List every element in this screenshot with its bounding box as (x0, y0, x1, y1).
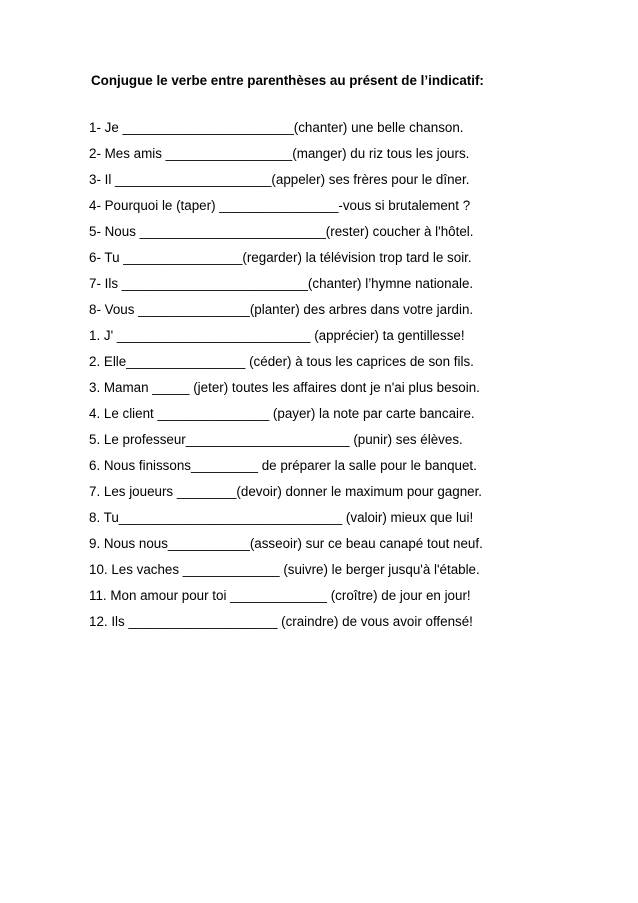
exercise-line: 6. Nous finissons_________ de préparer la salle pour le banquet. (89, 458, 477, 473)
exercise-line: 8- Vous _______________(planter) des arbres dans votre jardin. (89, 302, 474, 317)
exercise-line: 1. J' __________________________ (apprécier) ta gentillesse! (89, 328, 465, 343)
exercise-line: 8. Tu______________________________ (valoir) mieux que lui! (89, 510, 474, 525)
exercise-line: 1- Je _______________________(chanter) une belle chanson. (89, 120, 464, 135)
worksheet-title: Conjugue le verbe entre parenthèses au présent de l’indicatif: (91, 73, 484, 88)
exercise-list (89, 118, 483, 638)
exercise-line: 6- Tu ________________(regarder) la télévision trop tard le soir. (89, 250, 472, 265)
exercise-line: 9. Nous nous___________(asseoir) sur ce beau canapé tout neuf. (89, 536, 483, 551)
exercise-line: 4. Le client _______________ (payer) la note par carte bancaire. (89, 406, 475, 421)
exercise-line: 11. Mon amour pour toi _____________ (croître) de jour en jour! (89, 588, 471, 603)
exercise-line: 7- Ils _________________________(chanter) l’hymne nationale. (89, 276, 474, 291)
exercise-line: 3. Maman _____ (jeter) toutes les affaires dont je n'ai plus besoin. (89, 380, 480, 395)
exercise-line: 12. Ils ____________________ (craindre) de vous avoir offensé! (89, 614, 473, 629)
exercise-line: 10. Les vaches _____________ (suivre) le berger jusqu'à l'étable. (89, 562, 480, 577)
exercise-line: 3- Il _____________________(appeler) ses frères pour le dîner. (89, 172, 470, 187)
exercise-line: 2. Elle________________ (céder) à tous les caprices de son fils. (89, 354, 474, 369)
exercise-line: 2- Mes amis _________________(manger) du riz tous les jours. (89, 146, 470, 161)
exercise-line: 7. Les joueurs ________(devoir) donner le maximum pour gagner. (89, 484, 483, 499)
exercise-line: 5. Le professeur______________________ (punir) ses élèves. (89, 432, 463, 447)
exercise-line: 4- Pourquoi le (taper) ________________-vous si brutalement ? (89, 198, 471, 213)
exercise-line: 5- Nous _________________________(rester) coucher à l'hôtel. (89, 224, 474, 239)
